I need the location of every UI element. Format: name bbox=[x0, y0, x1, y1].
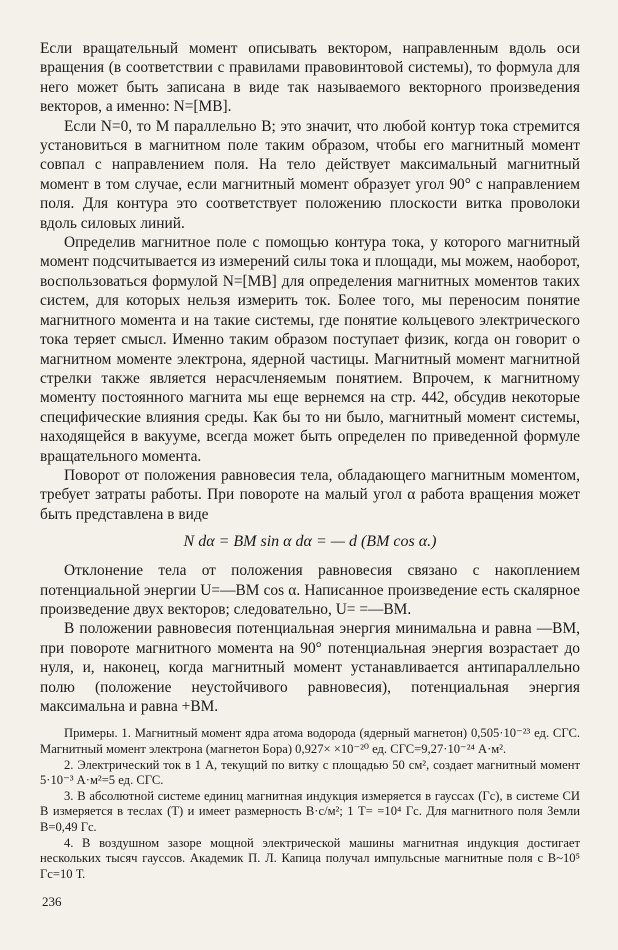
paragraph: В положении равновесия потенциальная энергия минимальна и равна —BM, при повороте магнитного момента на 90° потенциальная энергия возрастает до нуля, и, наконец, когда магнитный момент устанавливается антипараллельно полю (положение неустойчивого равновесия), потенциальная энергия максимальна и равна +BM. bbox=[40, 620, 580, 715]
text-column bbox=[40, 39, 580, 882]
example-item: 4. В воздушном зазоре мощной электрической машины магнитная индукция достигает нескольких тысяч гауссов. Академик П. Л. Капица получал импульсные магнитные поля с B~10⁵ Гс=10 Т. bbox=[40, 835, 580, 881]
paragraph: Определив магнитное поле с помощью контура тока, у которого магнитный момент подсчитывается из измерений силы тока и площади, мы можем, наоборот, воспользоваться формулой N=[MB] для определения магнитных моментов таких систем, для которых нельзя измерить ток. Более того, мы переносим понятие магнитного момента и на такие системы, где понятие кольцевого электрического тока теряет смысл. Именно таким образом поступает физик, когда он говорит о магнитном моменте электрона, ядерной частицы. Магнитный момент магнитной стрелки также является нерасчленяемым понятием. Впрочем, к магнитному моменту постоянного магнита мы еще вернемся на стр. 442, обсудив некоторые специфические влияния среды. Как бы то ни было, магнитный момент системы, находящейся в вакууме, всегда может быть определен по приведенной формуле вращательного момента. bbox=[40, 234, 580, 465]
examples-block bbox=[40, 726, 580, 882]
paragraph: Отклонение тела от положения равновесия связано с накоплением потенциальной энергии U=—BM cos α. Написанное произведение есть скалярное произведение двух векторов; следовательно, U= =—BM. bbox=[40, 562, 580, 618]
paragraph: Поворот от положения равновесия тела, обладающего магнитным моментом, требует затраты работы. При повороте на малый угол α работа вращения может быть представлена в виде bbox=[40, 466, 580, 523]
example-item: Примеры. 1. Магнитный момент ядра атома водорода (ядерный магнетон) 0,505·10⁻²³ ед. СГС. Магнитный момент электрона (магнетон Бора) 0,927× ×10⁻²⁰ ед. СГС=9,27·10⁻²⁴ А·м². bbox=[40, 726, 580, 756]
example-item: 3. В абсолютной системе единиц магнитная индукция измеряется в гауссах (Гс), в системе СИ B измеряется в теслах (Т) и имеет размерность В·с/м²; 1 Т= =10⁴ Гс. Для магнитного поля Земли B=0,49 Гс. bbox=[40, 788, 580, 834]
paragraph: Если вращательный момент описывать вектором, направленным вдоль оси вращения (в соответствии с правилами правовинтовой системы), то формула для него может быть записана в виде так называемого векторного произведения векторов, а именно: N=[MB]. bbox=[40, 40, 580, 116]
formula-work: N dα = BM sin α dα = — d (BM cos α.) bbox=[183, 533, 437, 551]
page-number: 236 bbox=[42, 894, 62, 909]
paragraph: Если N=0, то M параллельно B; это значит, что любой контур тока стремится установиться в магнитном поле таким образом, чтобы его магнитный момент совпал с направлением поля. На тело действует максимальный магнитный момент в том случае, если магнитный момент образует угол 90° с направлением поля. Для контура это соответствует положению плоскости витка проволоки вдоль силовых линий. bbox=[40, 117, 580, 232]
example-item: 2. Электрический ток в 1 А, текущий по витку с площадью 50 см², создает магнитный момент 5·10⁻³ А·м²=5 ед. СГС. bbox=[40, 757, 580, 788]
